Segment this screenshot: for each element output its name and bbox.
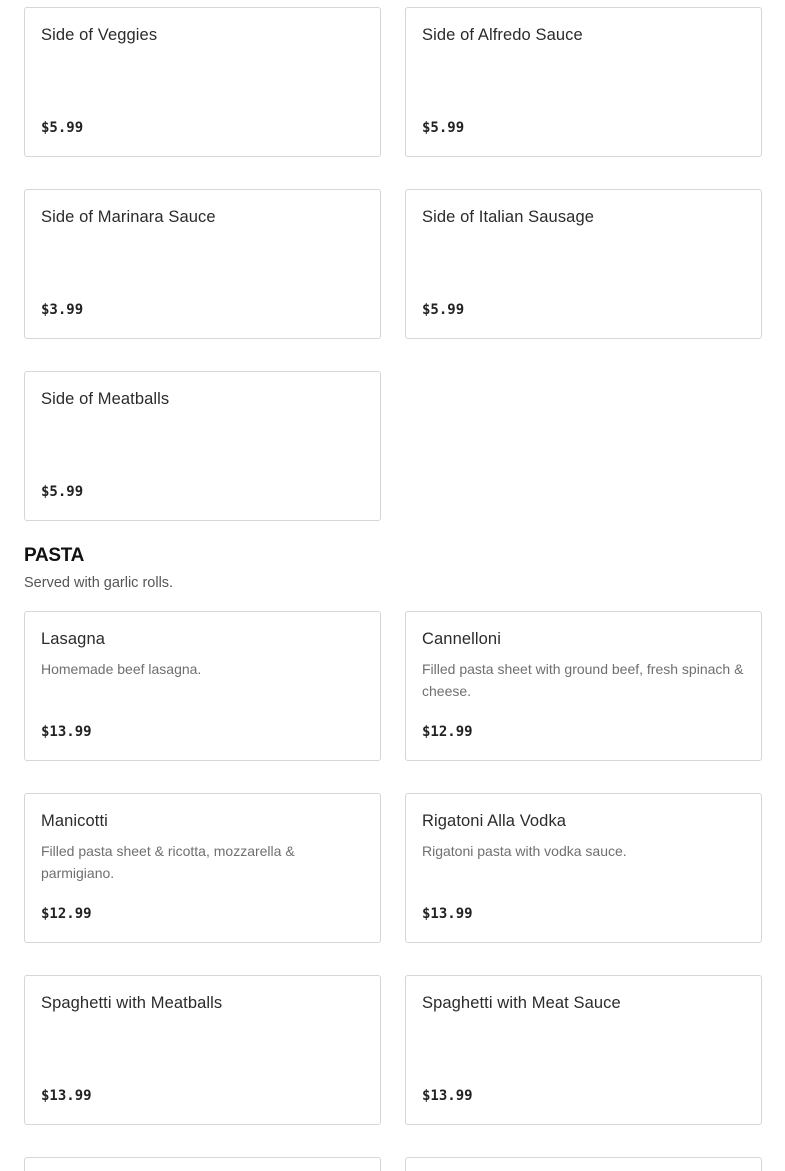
menu-item-card[interactable]	[24, 371, 381, 521]
menu-item-card[interactable]	[24, 793, 381, 943]
menu-item-card[interactable]	[24, 189, 381, 339]
menu-item-card[interactable]	[24, 975, 381, 1125]
menu-item-name: Side of Veggies	[41, 26, 158, 44]
menu-item-price: $5.99	[422, 302, 465, 318]
menu-item-description: Filled pasta sheet & ricotta, mozzarella & parmigiano.	[41, 843, 295, 881]
menu-item-name: Cannelloni	[422, 630, 501, 648]
menu-item-card-partial[interactable]	[24, 1157, 381, 1171]
menu-item-name: Side of Marinara Sauce	[41, 208, 216, 226]
menu-item-card[interactable]	[405, 189, 762, 339]
menu-item-card-partial[interactable]	[405, 1157, 762, 1171]
menu-item-card[interactable]	[405, 7, 762, 157]
menu-item-card[interactable]	[405, 793, 762, 943]
menu-item-name: Spaghetti with Meatballs	[41, 994, 223, 1012]
menu-item-price: $5.99	[41, 484, 84, 500]
section-subtitle: Served with garlic rolls.	[24, 575, 174, 591]
menu-item-name: Spaghetti with Meat Sauce	[422, 994, 621, 1012]
menu-item-description: Homemade beef lasagna.	[41, 661, 202, 677]
menu-item-name: Side of Meatballs	[41, 390, 170, 408]
menu-item-name: Rigatoni Alla Vodka	[422, 812, 567, 830]
menu-item-price: $12.99	[422, 724, 473, 740]
menu-item-description: Filled pasta sheet with ground beef, fresh spinach & cheese.	[422, 661, 744, 699]
menu-item-card[interactable]	[405, 611, 762, 761]
menu-item-price: $13.99	[41, 724, 92, 740]
menu-item-price: $12.99	[41, 906, 92, 922]
menu-item-card[interactable]	[24, 611, 381, 761]
menu-item-price: $5.99	[41, 120, 84, 136]
menu-item-price: $13.99	[422, 906, 473, 922]
menu-item-card[interactable]	[24, 7, 381, 157]
menu-item-name: Side of Alfredo Sauce	[422, 26, 583, 44]
menu-item-name: Lasagna	[41, 630, 106, 648]
menu-item-price: $5.99	[422, 120, 465, 136]
menu-item-price: $3.99	[41, 302, 84, 318]
menu-item-description: Rigatoni pasta with vodka sauce.	[422, 843, 627, 859]
menu-item-price: $13.99	[422, 1088, 473, 1104]
menu-item-name: Manicotti	[41, 812, 108, 830]
menu-item-name: Side of Italian Sausage	[422, 208, 595, 226]
menu-item-card[interactable]	[405, 975, 762, 1125]
menu-item-price: $13.99	[41, 1088, 92, 1104]
section-title: PASTA	[24, 545, 85, 566]
